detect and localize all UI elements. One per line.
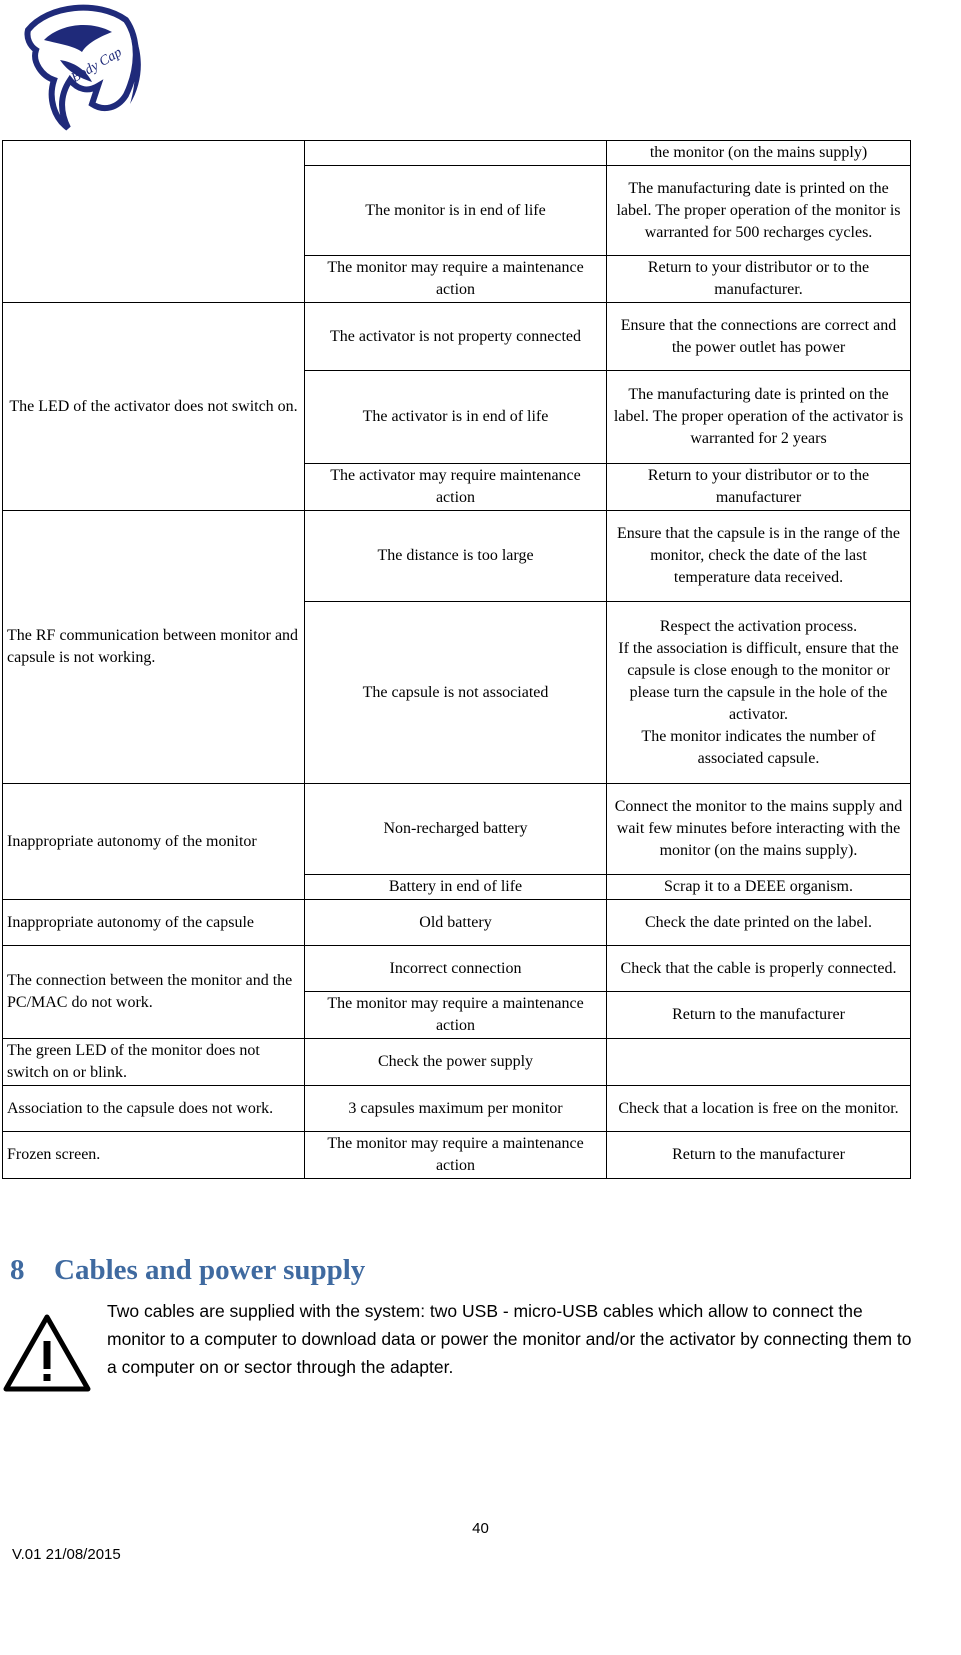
solution-cell: Ensure that the capsule is in the range of the monitor, check the date of the last temperature data received.	[607, 511, 911, 602]
table-row	[3, 303, 911, 371]
problem-cell: Inappropriate autonomy of the monitor	[3, 784, 305, 900]
cause-cell: The monitor may require a maintenance action	[305, 1132, 607, 1179]
cause-cell: 3 capsules maximum per monitor	[305, 1086, 607, 1132]
cause-cell: The monitor may require a maintenance action	[305, 256, 607, 303]
page-number: 40	[472, 1520, 489, 1537]
section-heading	[10, 1254, 365, 1287]
cause-cell: The distance is too large	[305, 511, 607, 602]
cause-cell: Battery in end of life	[305, 875, 607, 900]
version-label: V.01 21/08/2015	[12, 1546, 121, 1563]
solution-cell: Check that a location is free on the monitor.	[607, 1086, 911, 1132]
solution-cell: Connect the monitor to the mains supply and wait few minutes before interacting with the monitor (on the mains supply).	[607, 784, 911, 875]
problem-cell: The RF communication between monitor and capsule is not working.	[3, 511, 305, 784]
solution-cell: Scrap it to a DEEE organism.	[607, 875, 911, 900]
solution-cell: the monitor (on the mains supply)	[607, 141, 911, 166]
problem-cell: Association to the capsule does not work.	[3, 1086, 305, 1132]
table-row	[3, 946, 911, 992]
solution-cell: The manufacturing date is printed on the label. The proper operation of the activator is warranted for 2 years	[607, 371, 911, 464]
section-number: 8	[10, 1254, 25, 1286]
section-title: Cables and power supply	[54, 1254, 366, 1286]
troubleshooting-table	[2, 140, 911, 1179]
table-row	[3, 784, 911, 875]
cause-cell: The monitor may require a maintenance action	[305, 992, 607, 1039]
solution-cell: Return to your distributor or to the manufacturer.	[607, 256, 911, 303]
cause-cell: Non-recharged battery	[305, 784, 607, 875]
table-row	[3, 1132, 911, 1179]
cause-cell: The monitor is in end of life	[305, 166, 607, 256]
solution-cell: Return to the manufacturer	[607, 992, 911, 1039]
problem-cell	[3, 141, 305, 303]
solution-cell: Check the date printed on the label.	[607, 900, 911, 946]
solution-line: If the association is difficult, ensure that the capsule is close enough to the monitor or please turn the capsule in the hole of the activator.	[618, 639, 899, 723]
cause-cell: Check the power supply	[305, 1039, 607, 1086]
table-row	[3, 1086, 911, 1132]
cause-cell	[305, 141, 607, 166]
table-row	[3, 900, 911, 946]
cause-cell: Incorrect connection	[305, 946, 607, 992]
solution-cell	[607, 1039, 911, 1086]
solution-cell: Return to your distributor or to the manufacturer	[607, 464, 911, 511]
solution-cell: Ensure that the connections are correct and the power outlet has power	[607, 303, 911, 371]
solution-cell: Check that the cable is properly connected.	[607, 946, 911, 992]
solution-cell: The manufacturing date is printed on the label. The proper operation of the monitor is warranted for 500 recharges cycles.	[607, 166, 911, 256]
problem-cell: The LED of the activator does not switch on.	[3, 303, 305, 511]
solution-line: The monitor indicates the number of associated capsule.	[641, 727, 876, 767]
cause-cell: The capsule is not associated	[305, 602, 607, 784]
solution-line: Respect the activation process.	[659, 617, 858, 635]
problem-cell: Frozen screen.	[3, 1132, 305, 1179]
body-cap-logo	[8, 0, 148, 140]
table-row	[3, 1039, 911, 1086]
problem-cell: Inappropriate autonomy of the capsule	[3, 900, 305, 946]
solution-cell: Return to the manufacturer	[607, 1132, 911, 1179]
cause-cell: The activator is not property connected	[305, 303, 607, 371]
table-row	[3, 511, 911, 602]
cause-cell: The activator is in end of life	[305, 371, 607, 464]
cables-note: Two cables are supplied with the system: two USB - micro-USB cables which allow to connect the monitor to a computer to download data or power the monitor and/or the activator by connecting them to a computer on or sector through the adapter.	[107, 1301, 912, 1377]
solution-cell	[607, 602, 911, 784]
table-row	[3, 141, 911, 166]
problem-cell: The connection between the monitor and the PC/MAC do not work.	[3, 946, 305, 1039]
warning-icon	[2, 1313, 92, 1393]
problem-cell: The green LED of the monitor does not switch on or blink.	[3, 1039, 305, 1086]
cause-cell: The activator may require maintenance action	[305, 464, 607, 511]
logo-text: Body Cap	[68, 45, 125, 86]
cause-cell: Old battery	[305, 900, 607, 946]
